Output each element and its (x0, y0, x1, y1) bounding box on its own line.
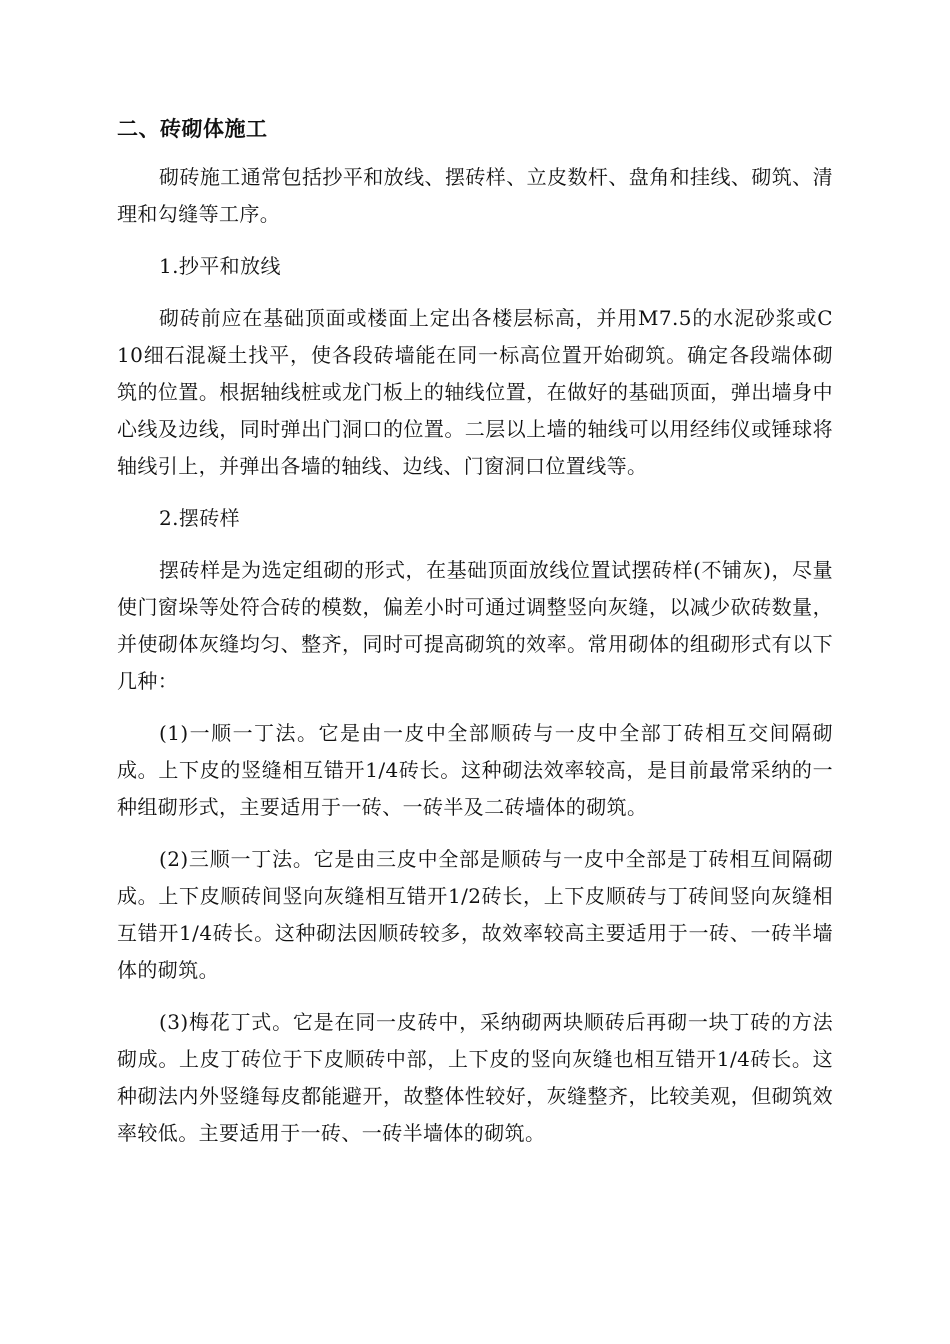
bond-item-2: (2)三顺一丁法。它是由三皮中全部是顺砖与一皮中全部是丁砖相互间隔砌成。上下皮顺砖间竖向灰缝相互错开1/2砖长，上下皮顺砖与丁砖间竖向灰缝相互错开1/4砖长。这种砌法因顺砖较多，故效率较高主要适用于一砖、一砖半墙体的砌筑。 (117, 847, 833, 982)
section-heading: 二、砖砌体施工 (117, 117, 268, 141)
subheading-leveling: 1.抄平和放线 (159, 254, 281, 278)
brick-layout-paragraph: 摆砖样是为选定组砌的形式，在基础顶面放线位置试摆砖样(不铺灰)，尽量使门窗垛等处符合砖的模数，偏差小时可通过调整竖向灰缝，以减少砍砖数量，并使砌体灰缝均匀、整齐，同时可提高砌筑的效率。常用砌体的组砌形式有以下几种： (117, 558, 833, 693)
document-body (117, 112, 833, 1167)
intro-paragraph: 砌砖施工通常包括抄平和放线、摆砖样、立皮数杆、盘角和挂线、砌筑、清理和勾缝等工序。 (117, 165, 833, 226)
leveling-paragraph: 砌砖前应在基础顶面或楼面上定出各楼层标高，并用M7.5的水泥砂浆或C10细石混凝土找平，使各段砖墙能在同一标高位置开始砌筑。确定各段端体砌筑的位置。根据轴线桩或龙门板上的轴线位置，在做好的基础顶面，弹出墙身中心线及边线，同时弹出门洞口的位置。二层以上墙的轴线可以用经纬仪或锤球将轴线引上，并弹出各墙的轴线、边线、门窗洞口位置线等。 (117, 306, 833, 478)
bond-item-3: (3)梅花丁式。它是在同一皮砖中，采纳砌两块顺砖后再砌一块丁砖的方法砌成。上皮丁砖位于下皮顺砖中部，上下皮的竖向灰缝也相互错开1/4砖长。这种砌法内外竖缝每皮都能避开，故整体性较好，灰缝整齐，比较美观，但砌筑效率较低。主要适用于一砖、一砖半墙体的砌筑。 (117, 1010, 833, 1145)
subheading-brick-layout: 2.摆砖样 (159, 506, 241, 530)
bond-item-1: (1)一顺一丁法。它是由一皮中全部顺砖与一皮中全部丁砖相互交间隔砌成。上下皮的竖缝相互错开1/4砖长。这种砌法效率较高，是目前最常采纳的一种组砌形式，主要适用于一砖、一砖半及二砖墙体的砌筑。 (117, 721, 833, 819)
